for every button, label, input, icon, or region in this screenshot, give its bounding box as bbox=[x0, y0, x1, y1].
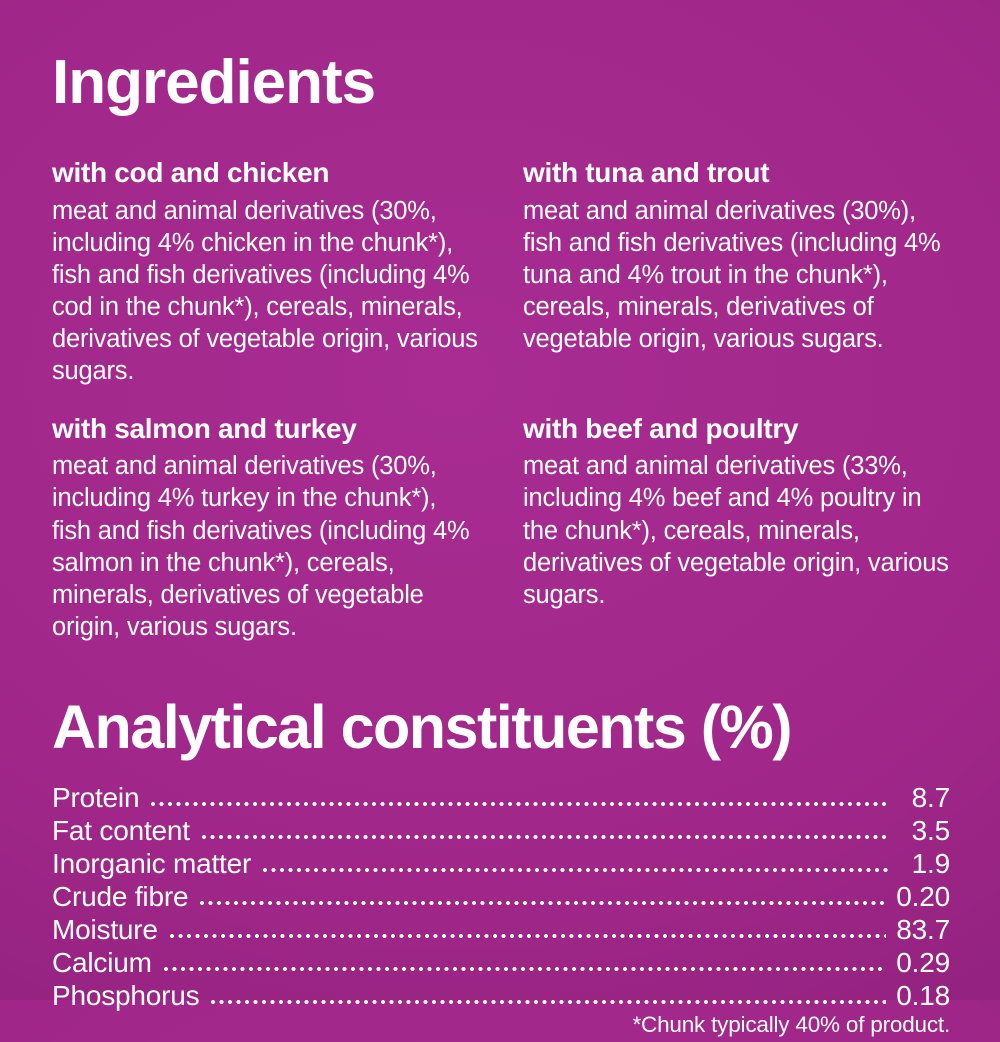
table-row-fat-content bbox=[52, 814, 950, 847]
variant-body: meat and animal derivatives (30%, including 4% turkey in the chunk*), fish and fish derivatives (including 4% salmon in the chunk*), cereals, minerals, derivatives of vegetable origin, various sugars. bbox=[52, 452, 470, 641]
table-row-moisture bbox=[52, 913, 950, 946]
variant-salmon-and-turkey bbox=[52, 414, 479, 644]
variant-tuna-and-trout bbox=[523, 158, 950, 388]
variant-body: meat and animal derivatives (33%, including 4% beef and 4% poultry in the chunk*), cereals, minerals, derivatives of vegetable origin, various sugars. bbox=[523, 452, 949, 609]
dot-leader bbox=[168, 933, 887, 939]
variant-heading: with salmon and turkey bbox=[52, 412, 357, 444]
row-value: 8.7 bbox=[911, 782, 950, 814]
dot-leader bbox=[149, 801, 888, 807]
table-row-crude-fibre bbox=[52, 880, 950, 913]
dot-leader bbox=[162, 966, 887, 972]
row-value: 0.29 bbox=[896, 947, 950, 979]
row-label: Inorganic matter bbox=[52, 848, 252, 880]
variant-body: meat and animal derivatives (30%, including 4% chicken in the chunk*), fish and fish derivatives (including 4% cod in the chunk*), cereals, minerals, derivatives of vegetable origin, various sugars. bbox=[52, 196, 478, 386]
ingredients-title: Ingredients bbox=[52, 48, 376, 117]
constituents-table bbox=[52, 781, 950, 1012]
row-label: Calcium bbox=[52, 947, 152, 979]
row-label: Crude fibre bbox=[52, 881, 189, 913]
variant-body: meat and animal derivatives (30%), fish and fish derivatives (including 4% tuna and 4% trout in the chunk*), cereals, minerals, derivatives of vegetable origin, various sugars. bbox=[523, 196, 941, 354]
variant-heading: with cod and chicken bbox=[52, 157, 330, 188]
analytical-constituents-title: Analytical constituents (%) bbox=[52, 693, 792, 762]
ingredient-variants-grid bbox=[52, 158, 950, 643]
table-row-phosphorus bbox=[52, 979, 950, 1012]
table-row-protein bbox=[52, 781, 950, 814]
row-value: 83.7 bbox=[896, 914, 950, 946]
dot-leader bbox=[198, 900, 886, 906]
variant-cod-and-chicken bbox=[52, 158, 479, 388]
row-label: Fat content bbox=[52, 815, 190, 847]
row-label: Phosphorus bbox=[52, 980, 200, 1012]
row-value: 0.20 bbox=[896, 881, 950, 913]
chunk-footnote: *Chunk typically 40% of product. bbox=[632, 1012, 950, 1038]
row-value: 3.5 bbox=[911, 815, 950, 847]
table-row-calcium bbox=[52, 946, 950, 979]
dot-leader bbox=[209, 999, 886, 1005]
variant-heading: with tuna and trout bbox=[523, 157, 770, 188]
dot-leader bbox=[200, 834, 888, 840]
row-label: Moisture bbox=[52, 914, 158, 946]
row-value: 0.18 bbox=[896, 980, 950, 1012]
variant-beef-and-poultry bbox=[523, 414, 950, 644]
variant-heading: with beef and poultry bbox=[523, 412, 799, 444]
dot-leader bbox=[261, 867, 888, 873]
row-value: 1.9 bbox=[911, 848, 950, 880]
row-label: Protein bbox=[52, 782, 140, 814]
table-row-inorganic-matter bbox=[52, 847, 950, 880]
